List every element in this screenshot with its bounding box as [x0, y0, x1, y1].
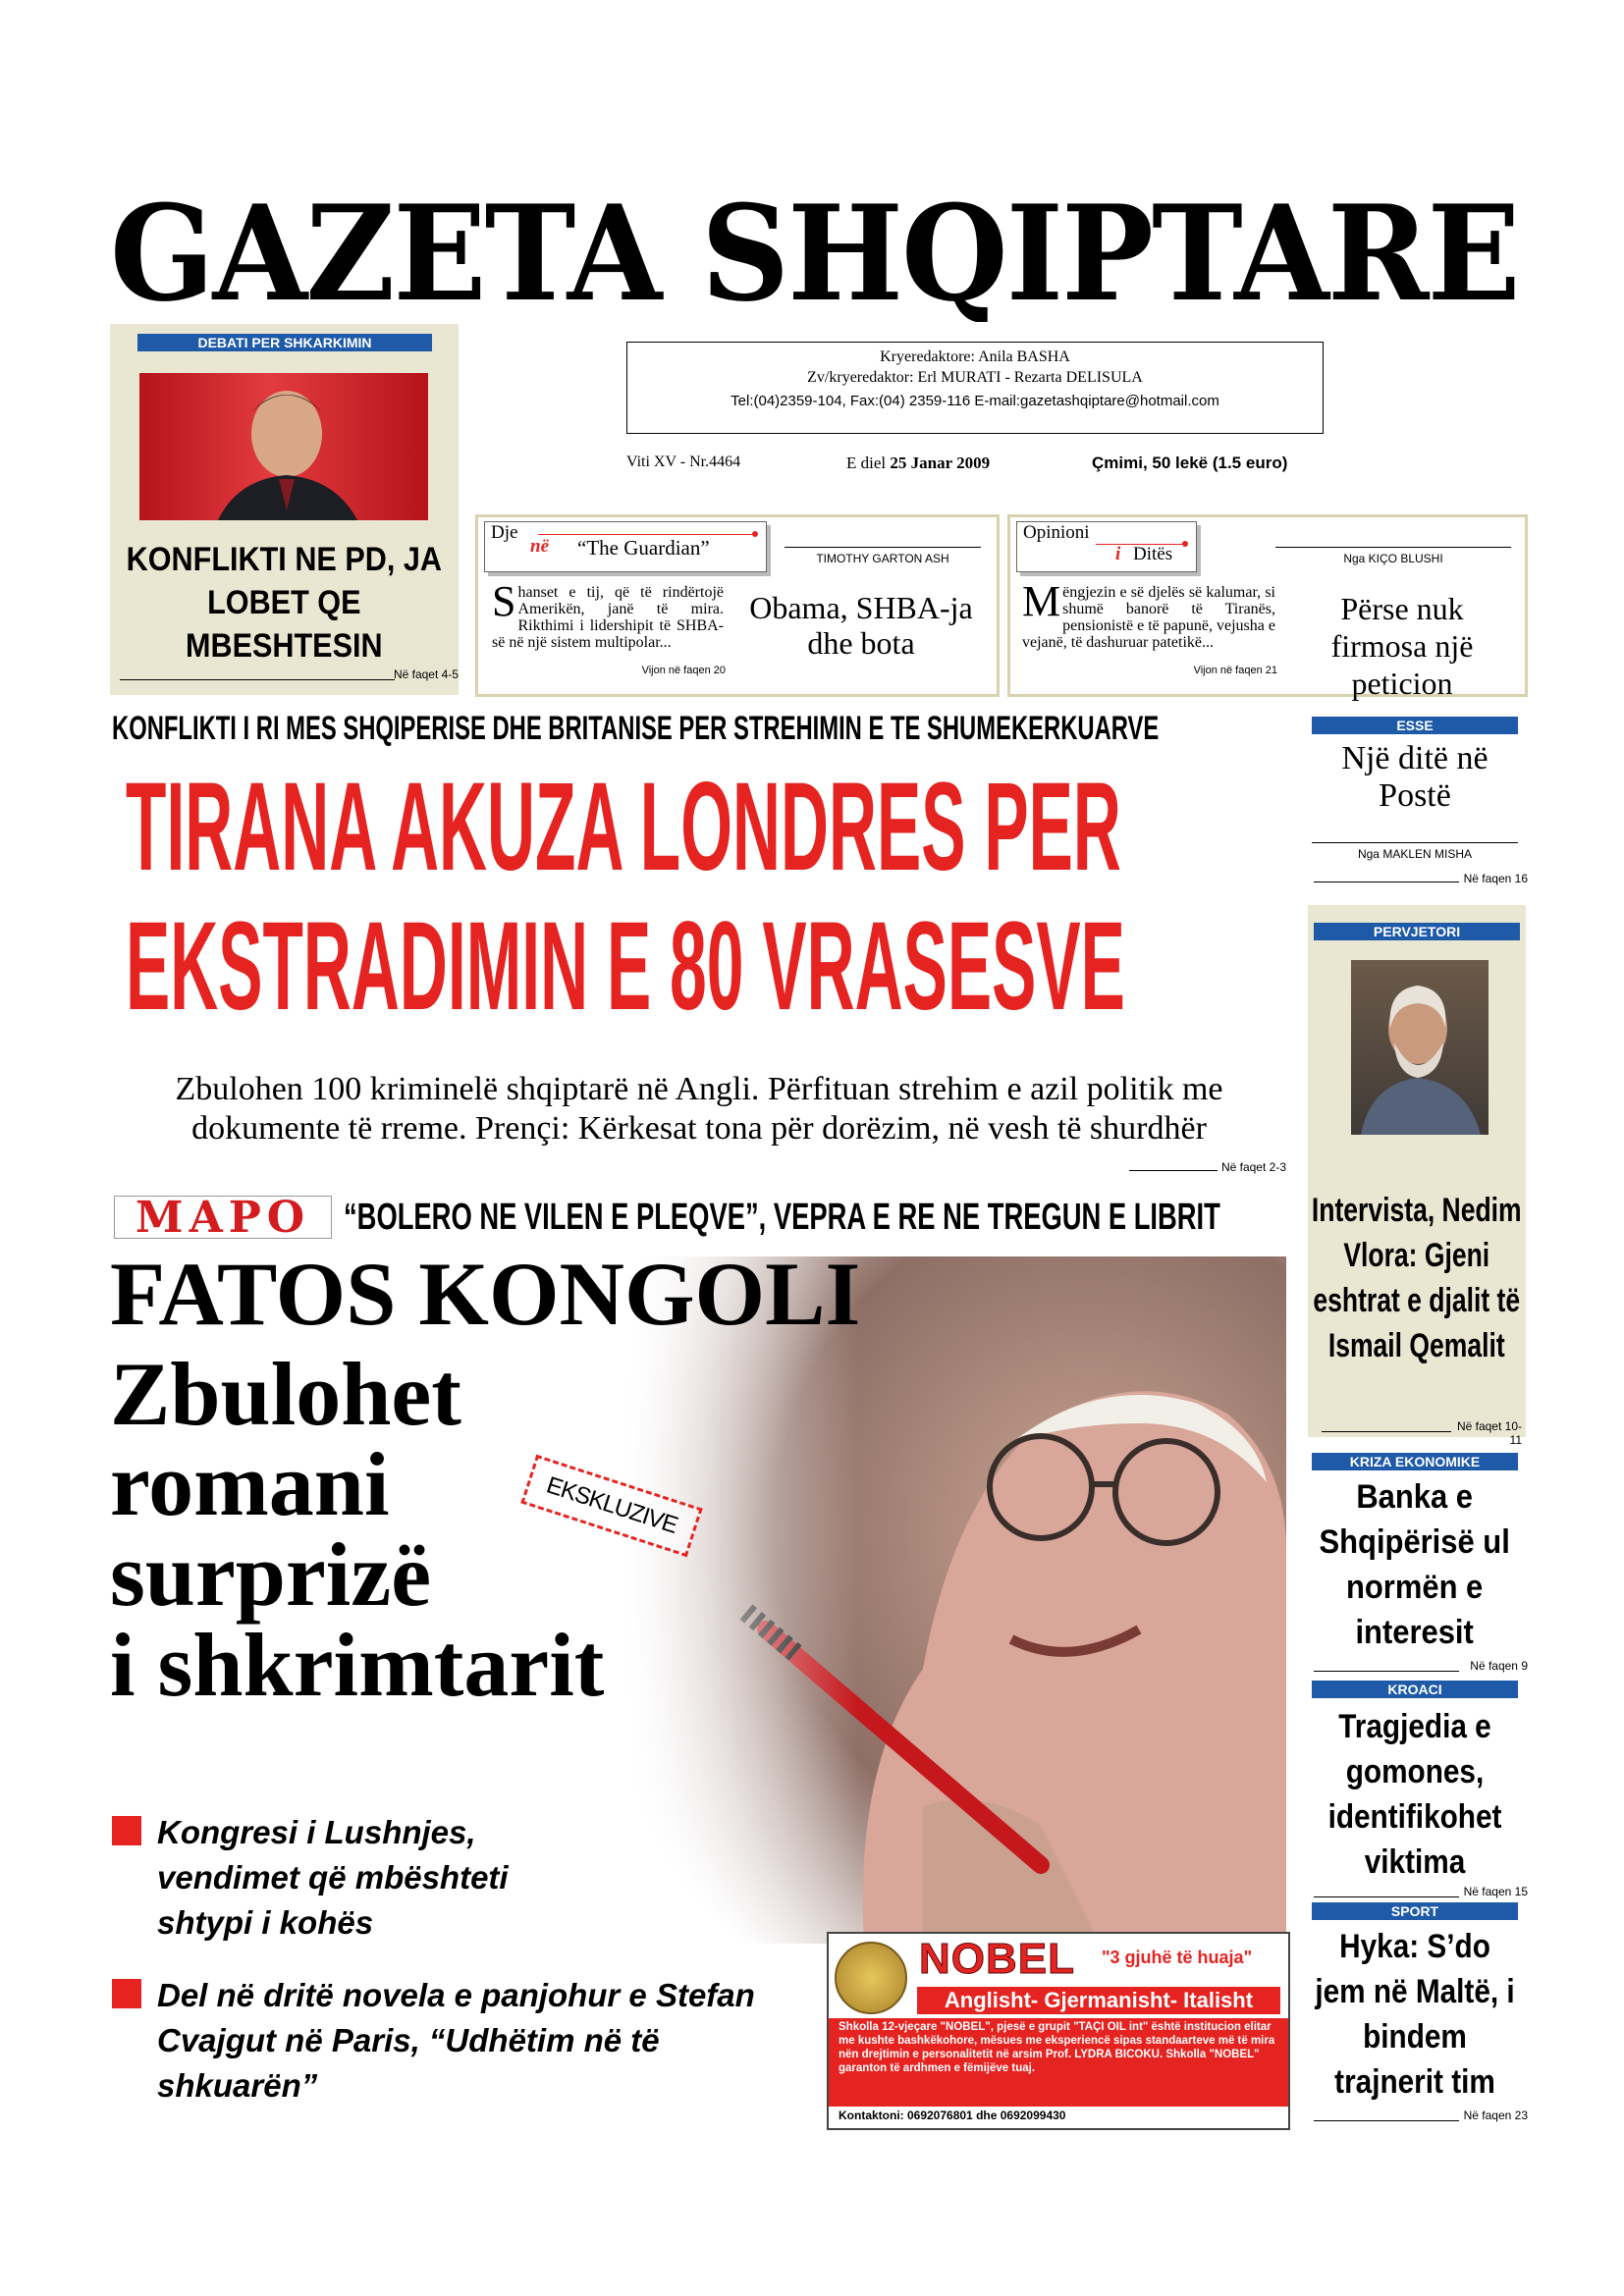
mapo-headline-name: FATOS KONGOLI	[110, 1244, 861, 1344]
guardian-ref: Vijon në faqen 20	[629, 665, 726, 676]
top-left-teaser[interactable]	[110, 324, 459, 695]
staff-box: Kryeredaktore: Anila BASHA Zv/kryeredaktor: Erl MURATI - Rezarta DELISULA Tel:(04)2359-104, Fax:(04) 2359-116 E-mail:gazetashqiptare@hotmail.com	[626, 342, 1324, 434]
nobel-medal-icon	[835, 1942, 907, 2014]
sport-headline[interactable]: Hyka: S’do jem në Maltë, i bindem trajnerit tim	[1315, 1928, 1515, 2101]
sport-ref: Në faqen 23	[1463, 2109, 1528, 2122]
kroaci-headline[interactable]: Tragjedia e gomones, identifikohet viktima	[1327, 1708, 1502, 1881]
guardian-title: Obama, SHBA-ja dhe bota	[749, 590, 973, 661]
mapo-headline: Zbulohet romani surprizë i shkrimtarit	[110, 1344, 605, 1715]
tag-kriza: KRIZA EKONOMIKE	[1312, 1453, 1518, 1470]
exclusive-stamp: EKSKLUZIVE	[520, 1455, 702, 1557]
tag-kroaci: KROACI	[1312, 1681, 1518, 1698]
politician-photo	[139, 373, 428, 520]
masthead-title: GAZETA SHQIPTARE	[110, 185, 1519, 322]
section-tag: DEBATI PER SHKARKIMIN	[137, 334, 432, 351]
page-ref: Në faqet 4-5	[393, 667, 459, 681]
opinion-excerpt: M ëngjezin e së djelës së kalumar, si shumë banorë të Tiranës, pensionistë e të papunë, vejusha e vejanë, të dashuruar patetikë...	[1022, 584, 1275, 651]
kroaci-ref: Në faqen 15	[1463, 1885, 1528, 1898]
opinion-ref: Vijon në faqen 21	[1167, 665, 1277, 676]
kriza-ref: Në faqen 9	[1470, 1659, 1528, 1673]
mapo-kicker: “BOLERO NE VILEN E PLEQVE”, VEPRA E RE NE TREGUN E LIBRIT	[344, 1197, 1220, 1238]
pervjetori-box[interactable]	[1308, 905, 1526, 1447]
pervjetori-ref: Në faqet 10-11	[1456, 1419, 1522, 1447]
kriza-headline[interactable]: Banka e Shqipërisë ul normën e interesit	[1319, 1478, 1510, 1651]
mapo-logo: MAPO	[114, 1196, 332, 1239]
teaser-headline: KONFLIKTI NE PD, JA LOBET QE MBESHTESIN	[126, 541, 442, 665]
issue-price: Çmimi, 50 lekë (1.5 euro)	[1092, 454, 1288, 472]
nobel-ad[interactable]: NOBEL "3 gjuhë të huaja" Anglisht- Gjermanisht- Italisht Shkolla 12-vjeçare "NOBEL", pjesë e grupit "TAÇI OIL int" është institucion elitar me kushte bashkëkohore, mësues me eksperiencë sipas standaarteve më të mira nën drejtimin e personalitetit në arsim Prof. LYDRA BICOKU. Shkolla "NOBEL" garanton të ardhmen e fëmijëve tuaj. Kontaktoni: 0692076801 dhe 0692099430	[827, 1932, 1290, 2130]
opinion-label: Opinioni i Ditës	[1016, 521, 1197, 572]
main-ref: Në faqet 2-3	[1220, 1160, 1286, 1174]
guardian-box[interactable]	[475, 514, 1000, 697]
bullet-square	[112, 1979, 141, 2008]
mapo-bullet-2: Del në dritë novela e panjohur e Stefan Cvajgut në Paris, “Udhëtim në të shkuarën”	[157, 1977, 755, 2104]
mapo-bullet-1: Kongresi i Lushnjes, vendimet që mbështeti shtypi i kohës	[157, 1814, 509, 1941]
bullet-square	[112, 1816, 141, 1845]
main-kicker: KONFLIKTI I RI MES SHQIPERISE DHE BRITANISE PER STREHIMIN E TE SHUMEKERKUARVE	[112, 710, 1160, 747]
tag-esse: ESSE	[1312, 717, 1518, 734]
guardian-excerpt: S hanset e tij, që të rindërtojë Amerikën, janë të mira. Rikthimi i lidershipit të SHBA-së në një sistem multipolar...	[492, 584, 724, 651]
main-headline-1: TIRANA AKUZA LONDRES PER	[126, 764, 1121, 891]
tag-sport: SPORT	[1312, 1902, 1518, 1920]
esse-ref: Në faqen 16	[1463, 872, 1528, 885]
issue-date: E diel 25 Janar 2009	[846, 454, 991, 472]
opinion-author: Nga KIÇO BLUSHI	[1275, 547, 1511, 565]
tag-pervjetori: PERVJETORI	[1314, 923, 1520, 940]
opinion-box[interactable]	[1007, 514, 1528, 701]
guardian-author: TIMOTHY GARTON ASH	[785, 547, 981, 565]
issue-number: Viti XV - Nr.4464	[626, 454, 741, 470]
esse-author: Nga MAKLEN MISHA	[1312, 842, 1518, 861]
main-deck: Zbulohen 100 kriminelë shqiptarë në Angli. Përfituan strehim e azil politik me dokumente të rreme. Prençi: Kërkesat tona për dorëzim, në vesh të shurdhër	[175, 1071, 1223, 1147]
opinion-title: Përse nuk firmosa një peticion	[1330, 591, 1474, 701]
pervjetori-headline: Intervista, Nedim Vlora: Gjeni eshtrat e djalit të Ismail Qemalit	[1311, 1192, 1522, 1364]
masthead	[110, 185, 1524, 322]
esse-title[interactable]: Një ditë në Postë	[1341, 740, 1489, 814]
nedim-vlora-photo	[1351, 960, 1489, 1135]
guardian-label: Dje në “The Guardian”	[484, 521, 767, 572]
main-headline-2: EKSTRADIMIN E 80 VRASESVE	[126, 903, 1125, 1031]
